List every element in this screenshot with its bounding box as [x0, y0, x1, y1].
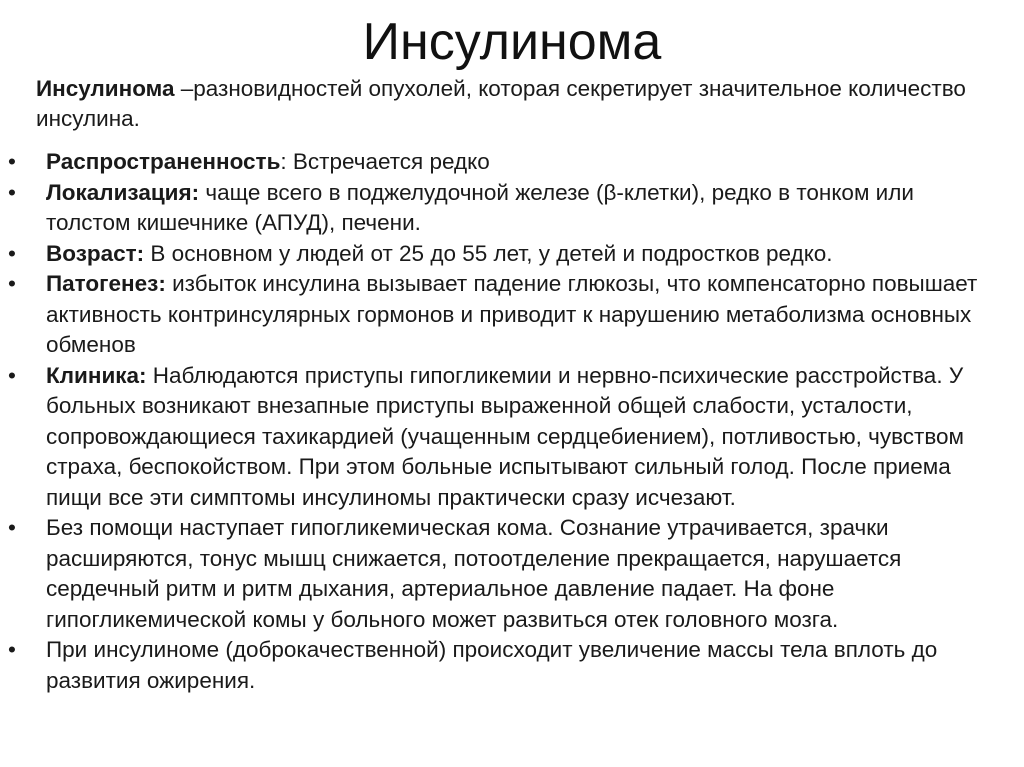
bullet-list: [0, 147, 1024, 696]
bullet-item-coma: [0, 513, 1024, 635]
bullet-dot-icon: •: [8, 515, 16, 540]
intro-paragraph: [36, 74, 986, 134]
bullet-dot-icon: •: [8, 240, 16, 266]
bullet-text: чаще всего в поджелудочной железе (β-клетки), редко в тонком или толстом кишечнике (АПУД), печени.: [46, 179, 914, 235]
intro-term: Инсулинома: [36, 76, 175, 101]
bullet-text: В основном у людей от 25 до 55 лет, у детей и подростков редко.: [144, 240, 833, 266]
bullet-item-prevalence: [0, 147, 1024, 178]
bullet-dot-icon: •: [8, 637, 16, 662]
bullet-dot-icon: •: [8, 149, 16, 174]
bullet-item-age: [0, 239, 1024, 270]
bullet-dot-icon: •: [8, 271, 16, 296]
bullet-dot-icon: •: [8, 362, 16, 388]
bullet-dot-icon: •: [8, 179, 16, 205]
bullet-item-weight: [0, 635, 1024, 696]
bullet-text: избыток инсулина вызывает падение глюкозы, что компенсаторно повышает активность контринсулярных гормонов и приводит к нарушению метаболизма основных обменов: [46, 271, 978, 357]
slide-title: Инсулинома: [362, 13, 662, 71]
bullet-term: Патогенез:: [46, 271, 166, 296]
bullet-text: При инсулиноме (доброкачественной) происходит увеличение массы тела вплоть до развития ожирения.: [46, 637, 938, 693]
bullet-text: Наблюдаются приступы гипогликемии и нервно-психические расстройства. У больных возникают внезапные приступы выраженной общей слабости, усталости, сопровождающиеся тахикардией (учащенным сердцебиением), потливостью, чувством страха, беспокойством. При этом больные испытывают сильный голод. После приема пищи все эти симптомы инсулиномы практически сразу исчезают.: [46, 362, 965, 510]
bullet-item-pathogenesis: [0, 269, 1024, 361]
bullet-item-localization: [0, 178, 1024, 239]
intro-text: –разновидностей опухолей, которая секретирует значительное количество инсулина.: [36, 76, 966, 131]
bullet-term: Распространенность: [46, 149, 281, 174]
bullet-text: Без помощи наступает гипогликемическая кома. Сознание утрачивается, зрачки расширяются, тонус мышц снижается, потоотделение прекращается, нарушается сердечный ритм и ритм дыхания, артериальное давление падает. На фоне гипогликемической комы у больного может развиться отек головного мозга.: [46, 515, 902, 632]
bullet-item-clinic: [0, 361, 1024, 514]
bullet-text: : Встречается редко: [280, 149, 490, 174]
bullet-term: Локализация:: [46, 179, 200, 205]
bullet-term: Возраст:: [46, 240, 145, 266]
bullet-term: Клиника:: [46, 362, 147, 388]
